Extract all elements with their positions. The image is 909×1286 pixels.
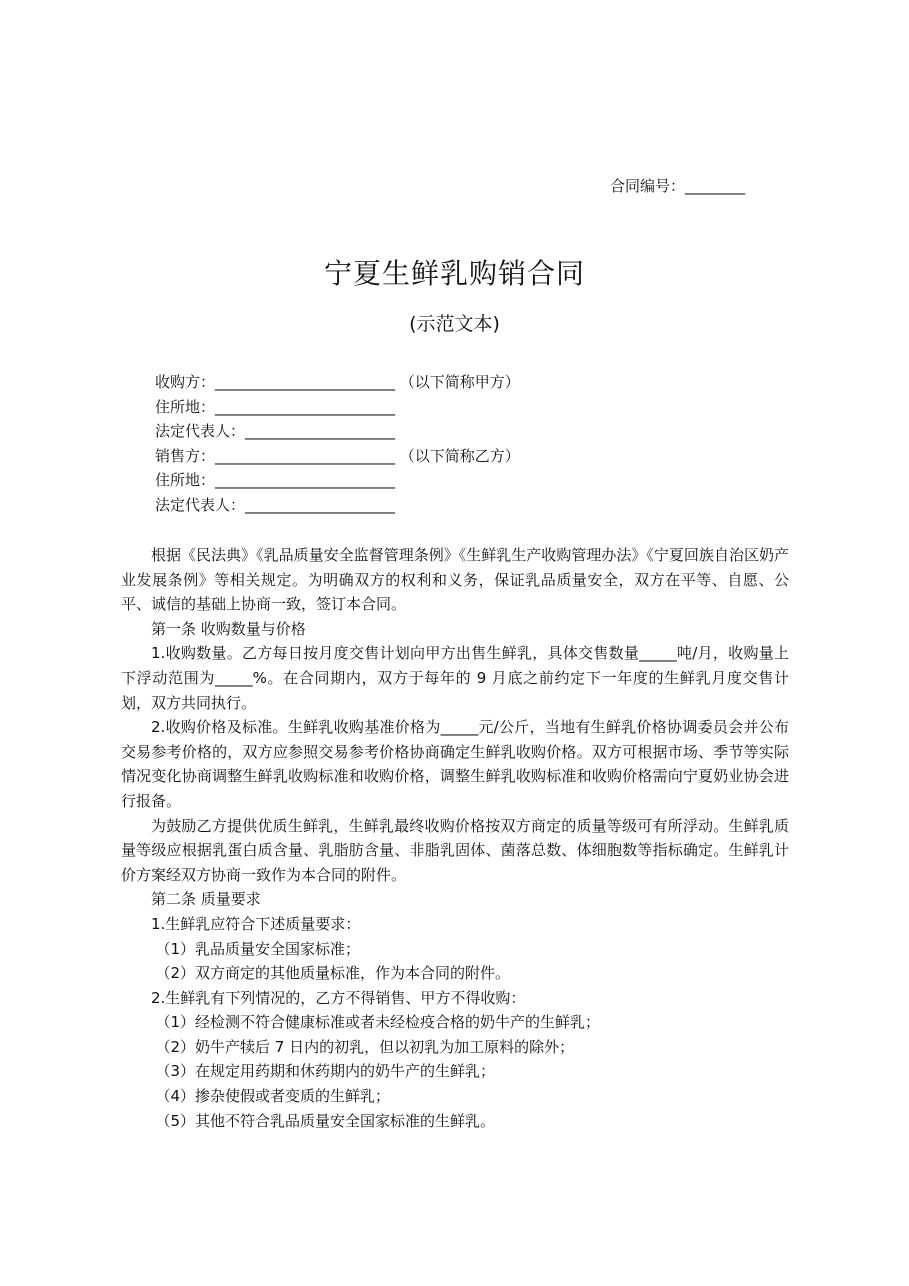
article-2-item-1-sub-2: （2）双方商定的其他质量标准，作为本合同的附件。	[155, 964, 511, 983]
article-1-quality-grade: 为鼓励乙方提供优质生鲜乳，生鲜乳最终收购价格按双方商定的质量等级可有所浮动。生鲜乳质量等级应根据乳蛋白质含量、乳脂肪含量、非脂乳固体、菌落总数、体细胞数等指标确定。生鲜乳计价方案经双方协商一致作为本合同的附件。	[121, 816, 789, 884]
article-2-item-2-sub-2: （2）奶牛产犊后 7 日内的初乳，但以初乳为加工原料的除外；	[155, 1037, 575, 1056]
document-subtitle: (示范文本)	[409, 313, 500, 335]
article-2-item-1: 1.生鲜乳应符合下述质量要求：	[151, 914, 361, 933]
article-2-item-2-sub-4: （4）掺杂使假或者变质的生鲜乳；	[155, 1087, 391, 1106]
seller-representative-line: 法定代表人：____________________	[155, 495, 396, 514]
article-1-quantity: 1.收购数量。乙方每日按月度交售计划向甲方出售生鲜乳，具体交售数量_____吨/月，收购量上下浮动范围为_____%。在合同期内，双方于每年的 9 月底之前约定下一年度的生鲜乳月度交售计划，双方共同执行。	[121, 644, 789, 712]
article-2-item-1-sub-1: （1）乳品质量安全国家标准；	[155, 939, 361, 958]
seller-line: 销售方：________________________ （以下简称乙方）	[155, 446, 520, 465]
buyer-line: 收购方：________________________ （以下简称甲方）	[155, 373, 520, 391]
preamble-paragraph: 根据《民法典》《乳品质量安全监督管理条例》《生鲜乳生产收购管理办法》《宁夏回族自治区奶产业发展条例》等相关规定。为明确双方的权利和义务，保证乳品质量安全，双方在平等、自愿、公平、诚信的基础上协商一致，签订本合同。	[121, 546, 789, 614]
article-2-item-2-sub-1: （1）经检测不符合健康标准或者未经检疫合格的奶牛产的生鲜乳；	[155, 1013, 601, 1032]
article-1-price: 2.收购价格及标准。生鲜乳收购基准价格为_____元/公斤，当地有生鲜乳价格协调委员会并公布交易参考价格的，双方应参照交易参考价格协商确定生鲜乳收购价格。双方可根据市场、季节等实际情况变化协商调整生鲜乳收购标准和收购价格，调整生鲜乳收购标准和收购价格需向宁夏奶业协会进行报备。	[121, 718, 789, 810]
document-title: 宁夏生鲜乳购销合同	[323, 257, 585, 290]
contract-number: 合同编号：________	[610, 177, 746, 195]
article-2-item-2-sub-5: （5）其他不符合乳品质量安全国家标准的生鲜乳。	[155, 1111, 496, 1130]
parties-block	[155, 370, 755, 517]
article-2-item-2-sub-3: （3）在规定用药期和休药期内的奶牛产的生鲜乳；	[155, 1062, 496, 1081]
contract-body	[121, 543, 789, 1133]
buyer-representative-line: 法定代表人：____________________	[155, 422, 396, 440]
article-2-heading: 第二条 质量要求	[151, 890, 261, 909]
buyer-address-line: 住所地：________________________	[155, 397, 396, 416]
seller-address-line: 住所地：________________________	[155, 471, 396, 489]
article-1-heading: 第一条 收购数量与价格	[151, 619, 306, 638]
article-2-item-2: 2.生鲜乳有下列情况的，乙方不得销售、甲方不得收购：	[151, 988, 526, 1007]
